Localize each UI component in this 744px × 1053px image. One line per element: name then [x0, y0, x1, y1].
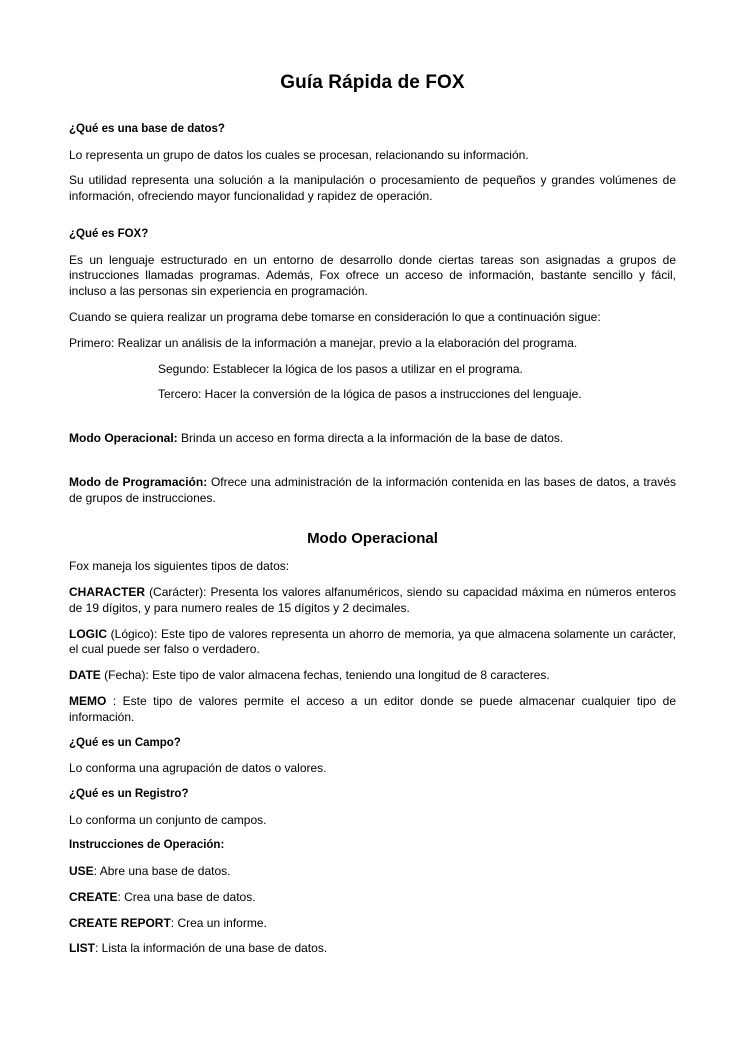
instruction-command: CREATE REPORT [69, 915, 171, 930]
spacer [69, 447, 676, 475]
heading-modo-operacional: Modo Operacional [307, 529, 438, 547]
text-modo-programacion: Ofrece una administración de la información contenida en las bases de datos, a través de grupos de instrucciones. [69, 475, 676, 505]
datatype-date [69, 668, 676, 684]
paragraph-database-2: Su utilidad representa una solución a la manipulación o procesamiento de pequeños y grandes volúmenes de información, ofreciendo mayor funcionalidad y rapidez de operación. [69, 173, 676, 204]
spacer [69, 403, 676, 431]
instruction-command: USE [69, 863, 94, 878]
page-title: Guía Rápida de FOX [280, 72, 465, 93]
spacer [69, 575, 676, 585]
instruction-command: LIST [69, 941, 95, 956]
datatype-name: DATE [69, 668, 101, 683]
spacer [69, 549, 676, 559]
spacer [69, 326, 676, 336]
spacer [69, 803, 676, 813]
datatype-name: MEMO [69, 694, 107, 709]
spacer [69, 617, 676, 627]
definition-modo-programacion [69, 475, 676, 507]
spacer [69, 658, 676, 668]
datatype-description: : Este tipo de valores permite el acceso a un editor donde se puede almacenar cualquier tipo de información. [69, 694, 676, 724]
paragraph-database-1: Lo representa un grupo de datos los cuales se procesan, relacionando su información. [69, 147, 529, 162]
instruction-description: : Crea una base de datos. [117, 889, 256, 904]
spacer [69, 726, 676, 736]
paragraph-registro: Lo conforma un conjunto de campos. [69, 812, 267, 827]
spacer [69, 906, 676, 916]
datatype-name: CHARACTER [69, 584, 145, 599]
instruction-description: : Lista la información de una base de datos. [95, 941, 328, 956]
spacer [69, 931, 676, 941]
paragraph-fox-1: Es un lenguaje estructurado en un entorno de desarrollo donde ciertas tareas son asignadas a grupos de instrucciones llamadas programas. Además, Fox ofrece un acceso de información, bastante sencillo y fácil, incluso a las personas sin experiencia en programación. [69, 252, 676, 299]
spacer [69, 205, 676, 227]
instruction-create-report [69, 916, 676, 932]
spacer [69, 777, 676, 787]
definition-modo-operacional [69, 431, 676, 447]
spacer [69, 94, 676, 122]
spacer [69, 751, 676, 761]
step-primero: Primero: Realizar un análisis de la información a manejar, previo a la elaboración del programa. [69, 335, 578, 350]
paragraph-campo: Lo conforma una agrupación de datos o valores. [69, 761, 327, 776]
heading-que-es-base-de-datos: ¿Qué es una base de datos? [69, 123, 225, 135]
heading-instrucciones-operacion: Instrucciones de Operación: [69, 839, 225, 852]
paragraph-fox-2: Cuando se quiera realizar un programa debe tomarse en consideración lo que a continuación sigue: [69, 310, 601, 324]
spacer [69, 684, 676, 694]
instruction-description: : Abre una base de datos. [93, 863, 231, 878]
label-modo-programacion: Modo de Programación: [69, 475, 208, 490]
datatype-name: LOGIC [69, 626, 107, 641]
spacer [69, 243, 676, 253]
spacer [69, 880, 676, 890]
datatype-memo [69, 694, 676, 726]
instruction-list [69, 941, 676, 957]
spacer [69, 300, 676, 310]
datatype-character [69, 585, 676, 617]
paragraph-tipos-datos-intro: Fox maneja los siguientes tipos de datos: [69, 559, 290, 574]
spacer [69, 352, 676, 362]
datatype-description: (Carácter): Presenta los valores alfanuméricos, siendo su capacidad máxima en números enteros de 19 dígitos, y para numero reales de 15 dígitos y 2 decimales. [69, 584, 676, 615]
instruction-command: CREATE [69, 889, 118, 904]
spacer [69, 377, 676, 387]
spacer [69, 828, 676, 838]
spacer [69, 138, 676, 148]
instruction-description: : Crea un informe. [170, 915, 267, 930]
spacer [69, 854, 676, 864]
datatype-description: (Fecha): Este tipo de valor almacena fechas, teniendo una longitud de 8 caracteres. [100, 668, 550, 683]
spacer [69, 163, 676, 173]
heading-que-es-un-campo: ¿Qué es un Campo? [69, 736, 181, 749]
text-modo-operacional: Brinda un acceso en forma directa a la información de la base de datos. [177, 431, 564, 446]
heading-que-es-un-registro: ¿Qué es un Registro? [69, 788, 189, 801]
instruction-create [69, 890, 676, 906]
datatype-description: (Lógico): Este tipo de valores representa un ahorro de memoria, ya que almacena solamente un carácter, el cual puede ser falso o verdadero. [69, 626, 676, 657]
label-modo-operacional: Modo Operacional: [69, 431, 178, 446]
spacer [69, 507, 676, 529]
datatype-logic [69, 627, 676, 659]
heading-que-es-fox: ¿Qué es FOX? [69, 228, 149, 240]
step-segundo: Segundo: Establecer la lógica de los pasos a utilizar en el programa. [158, 361, 523, 376]
instruction-use [69, 864, 676, 880]
step-tercero: Tercero: Hacer la conversión de la lógica de pasos a instrucciones del lenguaje. [158, 387, 582, 402]
